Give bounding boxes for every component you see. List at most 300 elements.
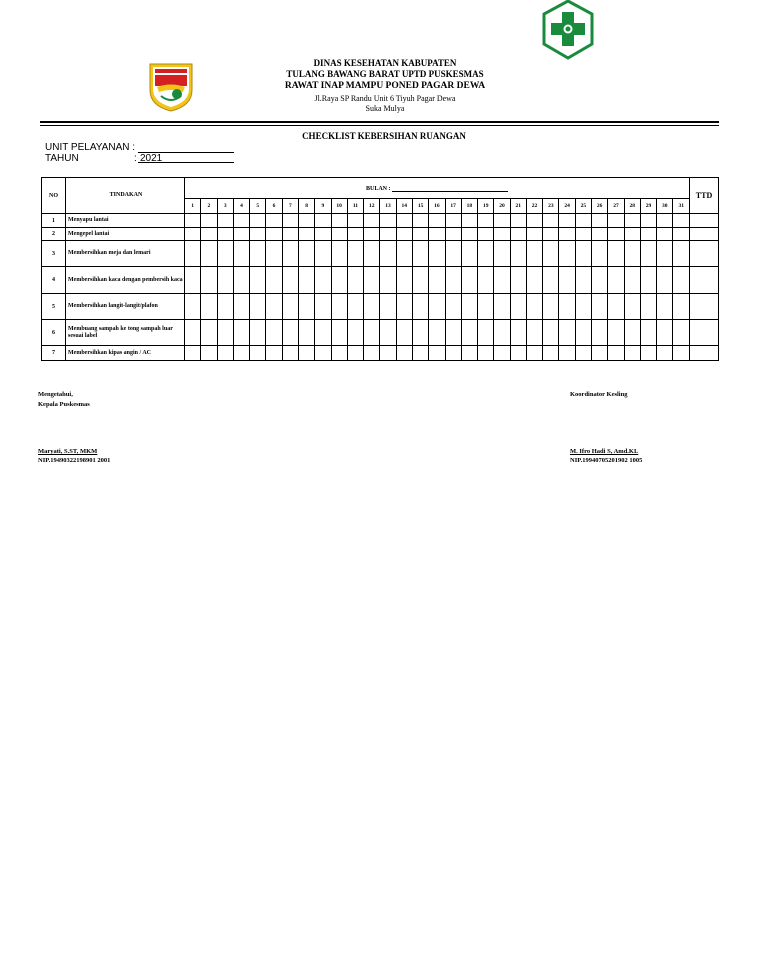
check-cell-day-2[interactable] <box>201 294 217 320</box>
check-cell-day-5[interactable] <box>250 214 266 228</box>
row-number: 1 <box>42 214 66 228</box>
check-cell-day-3[interactable] <box>217 320 233 346</box>
check-cell-day-16[interactable] <box>429 214 445 228</box>
ttd-cell[interactable] <box>690 294 719 320</box>
sig-right-line1: Koordinator Kesling <box>570 391 628 398</box>
check-cell-day-17[interactable] <box>445 241 461 267</box>
check-cell-day-11[interactable] <box>347 294 363 320</box>
check-cell-day-12[interactable] <box>364 241 380 267</box>
check-cell-day-21[interactable] <box>510 320 526 346</box>
check-cell-day-2[interactable] <box>201 214 217 228</box>
check-cell-day-6[interactable] <box>266 241 282 267</box>
check-cell-day-14[interactable] <box>396 320 412 346</box>
check-cell-day-1[interactable] <box>185 294 201 320</box>
check-cell-day-31[interactable] <box>673 294 690 320</box>
check-cell-day-8[interactable] <box>298 228 314 241</box>
check-cell-day-7[interactable] <box>282 267 298 294</box>
check-cell-day-23[interactable] <box>543 320 559 346</box>
check-cell-day-23[interactable] <box>543 346 559 361</box>
check-cell-day-2[interactable] <box>201 267 217 294</box>
check-cell-day-22[interactable] <box>526 228 542 241</box>
ttd-cell[interactable] <box>690 241 719 267</box>
check-cell-day-1[interactable] <box>185 241 201 267</box>
tahun-colon: : <box>134 153 137 164</box>
check-cell-day-7[interactable] <box>282 241 298 267</box>
check-cell-day-24[interactable] <box>559 214 575 228</box>
check-cell-day-15[interactable] <box>412 214 428 228</box>
check-cell-day-28[interactable] <box>624 320 640 346</box>
sig-left-nip: NIP.19490322198901 2001 <box>38 457 111 464</box>
check-cell-day-16[interactable] <box>429 228 445 241</box>
check-cell-day-24[interactable] <box>559 346 575 361</box>
check-cell-day-2[interactable] <box>201 320 217 346</box>
sig-left-name: Maryati, S.ST, MKM <box>38 448 98 455</box>
check-cell-day-3[interactable] <box>217 228 233 241</box>
check-cell-day-13[interactable] <box>380 346 396 361</box>
check-cell-day-3[interactable] <box>217 294 233 320</box>
check-cell-day-7[interactable] <box>282 320 298 346</box>
check-cell-day-23[interactable] <box>543 294 559 320</box>
check-cell-day-12[interactable] <box>364 294 380 320</box>
check-cell-day-30[interactable] <box>657 228 673 241</box>
day-header-4: 4 <box>233 199 249 214</box>
day-header-26: 26 <box>592 199 608 214</box>
sig-left-line1: Mengetahui, <box>38 391 73 398</box>
check-cell-day-26[interactable] <box>592 214 608 228</box>
row-number: 3 <box>42 241 66 267</box>
tahun-field[interactable]: 2021 <box>138 153 234 163</box>
check-cell-day-26[interactable] <box>592 346 608 361</box>
check-cell-day-6[interactable] <box>266 267 282 294</box>
check-cell-day-2[interactable] <box>201 228 217 241</box>
check-cell-day-7[interactable] <box>282 294 298 320</box>
check-cell-day-27[interactable] <box>608 214 624 228</box>
check-cell-day-20[interactable] <box>494 228 510 241</box>
day-header-21: 21 <box>510 199 526 214</box>
check-cell-day-23[interactable] <box>543 214 559 228</box>
check-cell-day-19[interactable] <box>478 228 494 241</box>
check-cell-day-5[interactable] <box>250 267 266 294</box>
checklist-table <box>41 177 719 361</box>
check-cell-day-3[interactable] <box>217 267 233 294</box>
day-header-18: 18 <box>461 199 477 214</box>
check-cell-day-30[interactable] <box>657 267 673 294</box>
check-cell-day-22[interactable] <box>526 346 542 361</box>
check-cell-day-21[interactable] <box>510 267 526 294</box>
table-row <box>42 346 719 361</box>
check-cell-day-26[interactable] <box>592 320 608 346</box>
day-header-31: 31 <box>673 199 690 214</box>
check-cell-day-12[interactable] <box>364 346 380 361</box>
check-cell-day-2[interactable] <box>201 241 217 267</box>
day-header-27: 27 <box>608 199 624 214</box>
check-cell-day-7[interactable] <box>282 228 298 241</box>
check-cell-day-5[interactable] <box>250 294 266 320</box>
check-cell-day-12[interactable] <box>364 320 380 346</box>
check-cell-day-13[interactable] <box>380 241 396 267</box>
check-cell-day-20[interactable] <box>494 346 510 361</box>
row-action: Membersihkan langit-langit/plafon <box>66 294 185 320</box>
check-cell-day-9[interactable] <box>315 346 331 361</box>
check-cell-day-29[interactable] <box>640 267 656 294</box>
table-row <box>42 294 719 320</box>
check-cell-day-13[interactable] <box>380 228 396 241</box>
check-cell-day-25[interactable] <box>575 320 591 346</box>
check-cell-day-15[interactable] <box>412 346 428 361</box>
day-header-29: 29 <box>640 199 656 214</box>
row-action: Menyapu lantai <box>66 214 185 228</box>
day-header-8: 8 <box>298 199 314 214</box>
day-header-25: 25 <box>575 199 591 214</box>
row-number: 7 <box>42 346 66 361</box>
check-cell-day-13[interactable] <box>380 267 396 294</box>
check-cell-day-27[interactable] <box>608 346 624 361</box>
check-cell-day-10[interactable] <box>331 346 347 361</box>
header-line-1: DINAS KESEHATAN KABUPATEN <box>313 58 457 68</box>
check-cell-day-20[interactable] <box>494 241 510 267</box>
check-cell-day-15[interactable] <box>412 241 428 267</box>
day-header-11: 11 <box>347 199 363 214</box>
row-action: Membersihkan kipas angin / AC <box>66 346 185 361</box>
check-cell-day-15[interactable] <box>412 267 428 294</box>
check-cell-day-28[interactable] <box>624 294 640 320</box>
check-cell-day-25[interactable] <box>575 241 591 267</box>
check-cell-day-4[interactable] <box>233 346 249 361</box>
row-action: Membuang sampah ke tong sampah luar sesuai label <box>66 320 185 346</box>
ttd-cell[interactable] <box>690 346 719 361</box>
check-cell-day-12[interactable] <box>364 228 380 241</box>
check-cell-day-16[interactable] <box>429 241 445 267</box>
row-action: Mengepel lantai <box>66 228 185 241</box>
check-cell-day-20[interactable] <box>494 214 510 228</box>
check-cell-day-21[interactable] <box>510 214 526 228</box>
header-address-2: Suka Mulya <box>365 104 405 113</box>
check-cell-day-7[interactable] <box>282 214 298 228</box>
check-cell-day-20[interactable] <box>494 267 510 294</box>
table-row <box>42 241 719 267</box>
check-cell-day-22[interactable] <box>526 267 542 294</box>
check-cell-day-10[interactable] <box>331 241 347 267</box>
check-cell-day-21[interactable] <box>510 241 526 267</box>
day-header-30: 30 <box>657 199 673 214</box>
table-row <box>42 214 719 228</box>
day-header-7: 7 <box>282 199 298 214</box>
check-cell-day-1[interactable] <box>185 228 201 241</box>
day-header-2: 2 <box>201 199 217 214</box>
check-cell-day-11[interactable] <box>347 320 363 346</box>
day-header-17: 17 <box>445 199 461 214</box>
check-cell-day-23[interactable] <box>543 267 559 294</box>
check-cell-day-11[interactable] <box>347 267 363 294</box>
check-cell-day-25[interactable] <box>575 228 591 241</box>
row-number: 2 <box>42 228 66 241</box>
check-cell-day-12[interactable] <box>364 267 380 294</box>
check-cell-day-12[interactable] <box>364 214 380 228</box>
check-cell-day-11[interactable] <box>347 214 363 228</box>
day-header-15: 15 <box>412 199 428 214</box>
bulan-field[interactable] <box>392 184 508 192</box>
check-cell-day-4[interactable] <box>233 241 249 267</box>
puskesmas-logo-icon <box>541 0 595 60</box>
check-cell-day-17[interactable] <box>445 228 461 241</box>
check-cell-day-9[interactable] <box>315 294 331 320</box>
row-action: Membersihkan meja dan lemari <box>66 241 185 267</box>
day-header-20: 20 <box>494 199 510 214</box>
day-header-28: 28 <box>624 199 640 214</box>
check-cell-day-13[interactable] <box>380 320 396 346</box>
day-header-24: 24 <box>559 199 575 214</box>
table-row <box>42 320 719 346</box>
check-cell-day-31[interactable] <box>673 228 690 241</box>
check-cell-day-17[interactable] <box>445 267 461 294</box>
check-cell-day-17[interactable] <box>445 320 461 346</box>
check-cell-day-7[interactable] <box>282 346 298 361</box>
check-cell-day-14[interactable] <box>396 294 412 320</box>
check-cell-day-4[interactable] <box>233 267 249 294</box>
day-header-13: 13 <box>380 199 396 214</box>
check-cell-day-18[interactable] <box>461 267 477 294</box>
check-cell-day-17[interactable] <box>445 214 461 228</box>
check-cell-day-16[interactable] <box>429 267 445 294</box>
check-cell-day-26[interactable] <box>592 267 608 294</box>
check-cell-day-28[interactable] <box>624 241 640 267</box>
day-header-10: 10 <box>331 199 347 214</box>
check-cell-day-24[interactable] <box>559 320 575 346</box>
check-cell-day-28[interactable] <box>624 267 640 294</box>
check-cell-day-4[interactable] <box>233 214 249 228</box>
check-cell-day-3[interactable] <box>217 346 233 361</box>
ttd-cell[interactable] <box>690 320 719 346</box>
check-cell-day-14[interactable] <box>396 228 412 241</box>
check-cell-day-21[interactable] <box>510 346 526 361</box>
day-header-3: 3 <box>217 199 233 214</box>
check-cell-day-27[interactable] <box>608 294 624 320</box>
check-cell-day-6[interactable] <box>266 214 282 228</box>
col-no-header: NO <box>42 178 66 214</box>
check-cell-day-17[interactable] <box>445 346 461 361</box>
check-cell-day-8[interactable] <box>298 267 314 294</box>
check-cell-day-29[interactable] <box>640 214 656 228</box>
check-cell-day-15[interactable] <box>412 294 428 320</box>
check-cell-day-6[interactable] <box>266 320 282 346</box>
table-row <box>42 228 719 241</box>
check-cell-day-4[interactable] <box>233 320 249 346</box>
check-cell-day-24[interactable] <box>559 241 575 267</box>
check-cell-day-29[interactable] <box>640 346 656 361</box>
row-number: 6 <box>42 320 66 346</box>
check-cell-day-31[interactable] <box>673 241 690 267</box>
check-cell-day-22[interactable] <box>526 294 542 320</box>
day-header-16: 16 <box>429 199 445 214</box>
check-cell-day-1[interactable] <box>185 267 201 294</box>
check-cell-day-9[interactable] <box>315 267 331 294</box>
check-cell-day-24[interactable] <box>559 267 575 294</box>
check-cell-day-14[interactable] <box>396 267 412 294</box>
check-cell-day-11[interactable] <box>347 241 363 267</box>
check-cell-day-13[interactable] <box>380 294 396 320</box>
check-cell-day-10[interactable] <box>331 320 347 346</box>
check-cell-day-9[interactable] <box>315 241 331 267</box>
header-line-3: RAWAT INAP MAMPU PONED PAGAR DEWA <box>284 81 486 91</box>
check-cell-day-21[interactable] <box>510 228 526 241</box>
check-cell-day-28[interactable] <box>624 346 640 361</box>
day-header-22: 22 <box>526 199 542 214</box>
unit-field[interactable] <box>138 142 234 153</box>
check-cell-day-9[interactable] <box>315 320 331 346</box>
check-cell-day-26[interactable] <box>592 228 608 241</box>
check-cell-day-11[interactable] <box>347 228 363 241</box>
check-cell-day-31[interactable] <box>673 320 690 346</box>
header-line-2: TULANG BAWANG BARAT UPTD PUSKESMAS <box>286 69 484 79</box>
row-number: 5 <box>42 294 66 320</box>
check-cell-day-28[interactable] <box>624 214 640 228</box>
check-cell-day-17[interactable] <box>445 294 461 320</box>
check-cell-day-18[interactable] <box>461 241 477 267</box>
check-cell-day-18[interactable] <box>461 214 477 228</box>
check-cell-day-10[interactable] <box>331 267 347 294</box>
check-cell-day-5[interactable] <box>250 241 266 267</box>
check-cell-day-26[interactable] <box>592 294 608 320</box>
day-header-9: 9 <box>315 199 331 214</box>
check-cell-day-29[interactable] <box>640 294 656 320</box>
check-cell-day-20[interactable] <box>494 294 510 320</box>
check-cell-day-22[interactable] <box>526 320 542 346</box>
check-cell-day-27[interactable] <box>608 320 624 346</box>
check-cell-day-30[interactable] <box>657 214 673 228</box>
day-header-14: 14 <box>396 199 412 214</box>
check-cell-day-18[interactable] <box>461 320 477 346</box>
check-cell-day-14[interactable] <box>396 214 412 228</box>
sig-left-line2: Kepala Puskesmas <box>38 401 90 408</box>
check-cell-day-16[interactable] <box>429 294 445 320</box>
check-cell-day-14[interactable] <box>396 346 412 361</box>
check-cell-day-9[interactable] <box>315 214 331 228</box>
check-cell-day-6[interactable] <box>266 228 282 241</box>
check-cell-day-25[interactable] <box>575 346 591 361</box>
check-cell-day-23[interactable] <box>543 241 559 267</box>
check-cell-day-19[interactable] <box>478 267 494 294</box>
check-cell-day-30[interactable] <box>657 241 673 267</box>
check-cell-day-25[interactable] <box>575 294 591 320</box>
check-cell-day-8[interactable] <box>298 320 314 346</box>
header-divider-thick <box>40 121 719 123</box>
check-cell-day-3[interactable] <box>217 214 233 228</box>
check-cell-day-11[interactable] <box>347 346 363 361</box>
check-cell-day-8[interactable] <box>298 346 314 361</box>
check-cell-day-10[interactable] <box>331 214 347 228</box>
check-cell-day-5[interactable] <box>250 320 266 346</box>
ttd-cell[interactable] <box>690 228 719 241</box>
check-cell-day-30[interactable] <box>657 294 673 320</box>
check-cell-day-31[interactable] <box>673 267 690 294</box>
sig-right-nip: NIP.19940705201902 1005 <box>570 457 643 464</box>
check-cell-day-24[interactable] <box>559 228 575 241</box>
check-cell-day-29[interactable] <box>640 320 656 346</box>
header-divider-thin <box>40 125 719 126</box>
check-cell-day-9[interactable] <box>315 228 331 241</box>
check-cell-day-21[interactable] <box>510 294 526 320</box>
check-cell-day-15[interactable] <box>412 320 428 346</box>
check-cell-day-4[interactable] <box>233 294 249 320</box>
check-cell-day-27[interactable] <box>608 267 624 294</box>
check-cell-day-30[interactable] <box>657 346 673 361</box>
check-cell-day-25[interactable] <box>575 214 591 228</box>
check-cell-day-18[interactable] <box>461 346 477 361</box>
check-cell-day-25[interactable] <box>575 267 591 294</box>
check-cell-day-19[interactable] <box>478 346 494 361</box>
check-cell-day-27[interactable] <box>608 228 624 241</box>
ttd-cell[interactable] <box>690 214 719 228</box>
check-cell-day-6[interactable] <box>266 346 282 361</box>
check-cell-day-14[interactable] <box>396 241 412 267</box>
check-cell-day-1[interactable] <box>185 214 201 228</box>
day-header-5: 5 <box>250 199 266 214</box>
check-cell-day-16[interactable] <box>429 346 445 361</box>
check-cell-day-23[interactable] <box>543 228 559 241</box>
tahun-label: TAHUN <box>45 153 79 164</box>
check-cell-day-19[interactable] <box>478 241 494 267</box>
check-cell-day-19[interactable] <box>478 214 494 228</box>
regency-emblem-icon <box>147 60 195 112</box>
day-header-12: 12 <box>364 199 380 214</box>
check-cell-day-16[interactable] <box>429 320 445 346</box>
check-cell-day-5[interactable] <box>250 346 266 361</box>
row-action: Membersihkan kaca dengan pembersih kaca <box>66 267 185 294</box>
unit-label: UNIT PELAYANAN : <box>45 142 136 153</box>
table-row <box>42 267 719 294</box>
day-header-19: 19 <box>478 199 494 214</box>
form-title: CHECKLIST KEBERSIHAN RUANGAN <box>302 131 466 141</box>
check-cell-day-4[interactable] <box>233 228 249 241</box>
day-header-1: 1 <box>185 199 201 214</box>
check-cell-day-1[interactable] <box>185 346 201 361</box>
check-cell-day-27[interactable] <box>608 241 624 267</box>
check-cell-day-8[interactable] <box>298 214 314 228</box>
ttd-cell[interactable] <box>690 267 719 294</box>
check-cell-day-31[interactable] <box>673 346 690 361</box>
sig-right-name: M. Ifro Hadi S, Amd.KL <box>570 448 639 455</box>
check-cell-day-18[interactable] <box>461 228 477 241</box>
check-cell-day-19[interactable] <box>478 294 494 320</box>
check-cell-day-8[interactable] <box>298 294 314 320</box>
bulan-label: BULAN : <box>365 186 391 192</box>
check-cell-day-6[interactable] <box>266 294 282 320</box>
check-cell-day-19[interactable] <box>478 320 494 346</box>
check-cell-day-18[interactable] <box>461 294 477 320</box>
header-address-1: Jl.Raya SP Randu Unit 6 Tiyuh Pagar Dewa <box>314 94 456 103</box>
check-cell-day-29[interactable] <box>640 228 656 241</box>
check-cell-day-10[interactable] <box>331 228 347 241</box>
check-cell-day-3[interactable] <box>217 241 233 267</box>
check-cell-day-22[interactable] <box>526 214 542 228</box>
col-tindakan-header: TINDAKAN <box>66 178 185 214</box>
check-cell-day-30[interactable] <box>657 320 673 346</box>
check-cell-day-15[interactable] <box>412 228 428 241</box>
check-cell-day-29[interactable] <box>640 241 656 267</box>
check-cell-day-31[interactable] <box>673 214 690 228</box>
check-cell-day-1[interactable] <box>185 320 201 346</box>
check-cell-day-8[interactable] <box>298 241 314 267</box>
check-cell-day-5[interactable] <box>250 228 266 241</box>
check-cell-day-22[interactable] <box>526 241 542 267</box>
check-cell-day-28[interactable] <box>624 228 640 241</box>
check-cell-day-24[interactable] <box>559 294 575 320</box>
check-cell-day-2[interactable] <box>201 346 217 361</box>
check-cell-day-10[interactable] <box>331 294 347 320</box>
check-cell-day-20[interactable] <box>494 320 510 346</box>
check-cell-day-26[interactable] <box>592 241 608 267</box>
check-cell-day-13[interactable] <box>380 214 396 228</box>
